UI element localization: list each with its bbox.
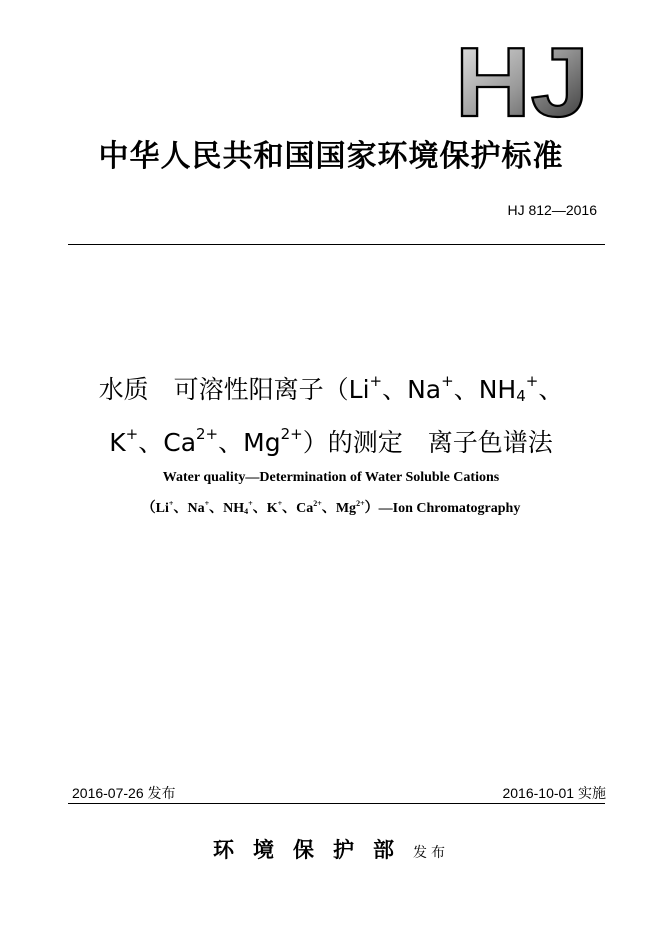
publisher-line [0,834,662,864]
standard-category-title: 中华人民共和国国家环境保护标准 [98,139,564,174]
bottom-divider [68,803,605,804]
english-title-line-2: （Li+、Na+、$NH_4^+$、K+、$Ca^{2+}$、$Mg^{2+})—Ion$ Chromatography [141,499,521,516]
issue-date: 2016-07-26 发布 [72,785,176,801]
chinese-title-line-1: 水质 可溶性阳离子（Li+、Na+、$NH_4^+$、 [98,372,564,405]
standard-number: HJ 812—2016 [507,202,597,218]
publisher-name: 环境保护部 [213,837,413,862]
hj-logo [455,44,590,120]
chinese-title-line-2: K+、$Ca^{2+}$、$Mg^{2+}$）的测定 离子色谱法 [109,425,553,457]
publish-label: 发布 [413,845,449,861]
hj-logo-text: HJ [455,44,589,120]
english-title-line-1: Water quality—Determination of Water Soluble Cations [162,470,500,485]
implementation-date: 2016-10-01 实施 [502,785,606,801]
top-divider [68,244,605,245]
